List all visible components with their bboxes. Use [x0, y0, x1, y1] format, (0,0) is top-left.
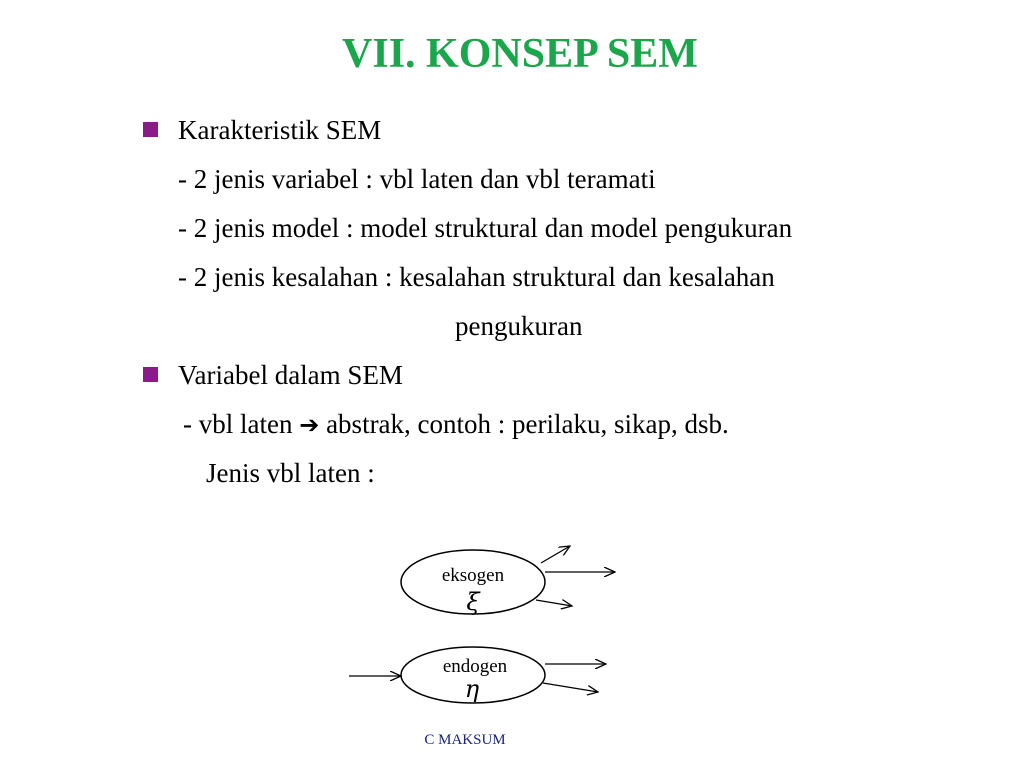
- xi-symbol: ξ: [466, 588, 480, 616]
- eta-symbol: η: [464, 675, 480, 703]
- right-arrow-icon: ➔: [299, 411, 320, 439]
- vbl-laten-text: - vbl laten: [183, 409, 293, 439]
- bullet-line-jenis: Jenis vbl laten :: [206, 458, 375, 488]
- exogenous-arrow-up: [541, 546, 570, 563]
- vbl-laten-description: abstrak, contoh : perilaku, sikap, dsb.: [326, 409, 729, 439]
- footer-author: C MAKSUM: [424, 732, 506, 748]
- bullet-line-kesalahan: - 2 jenis kesalahan : kesalahan struktural dan kesalahan: [178, 262, 775, 292]
- bullet-heading-variabel: Variabel dalam SEM: [178, 360, 403, 390]
- bullet-line-variabel: - 2 jenis variabel : vbl laten dan vbl teramati: [178, 164, 656, 194]
- bullet-line-model: - 2 jenis model : model struktural dan model pengukuran: [178, 213, 793, 243]
- bullet-line-pengukuran: pengukuran: [455, 311, 583, 341]
- endogenous-label: endogen: [442, 656, 508, 677]
- endogenous-arrow-down: [543, 683, 598, 692]
- slide-title: VII. KONSEP SEM: [342, 31, 698, 77]
- exogenous-label: eksogen: [441, 565, 505, 586]
- exogenous-arrow-down: [536, 600, 572, 606]
- bullet-heading-karakteristik: Karakteristik SEM: [178, 115, 382, 145]
